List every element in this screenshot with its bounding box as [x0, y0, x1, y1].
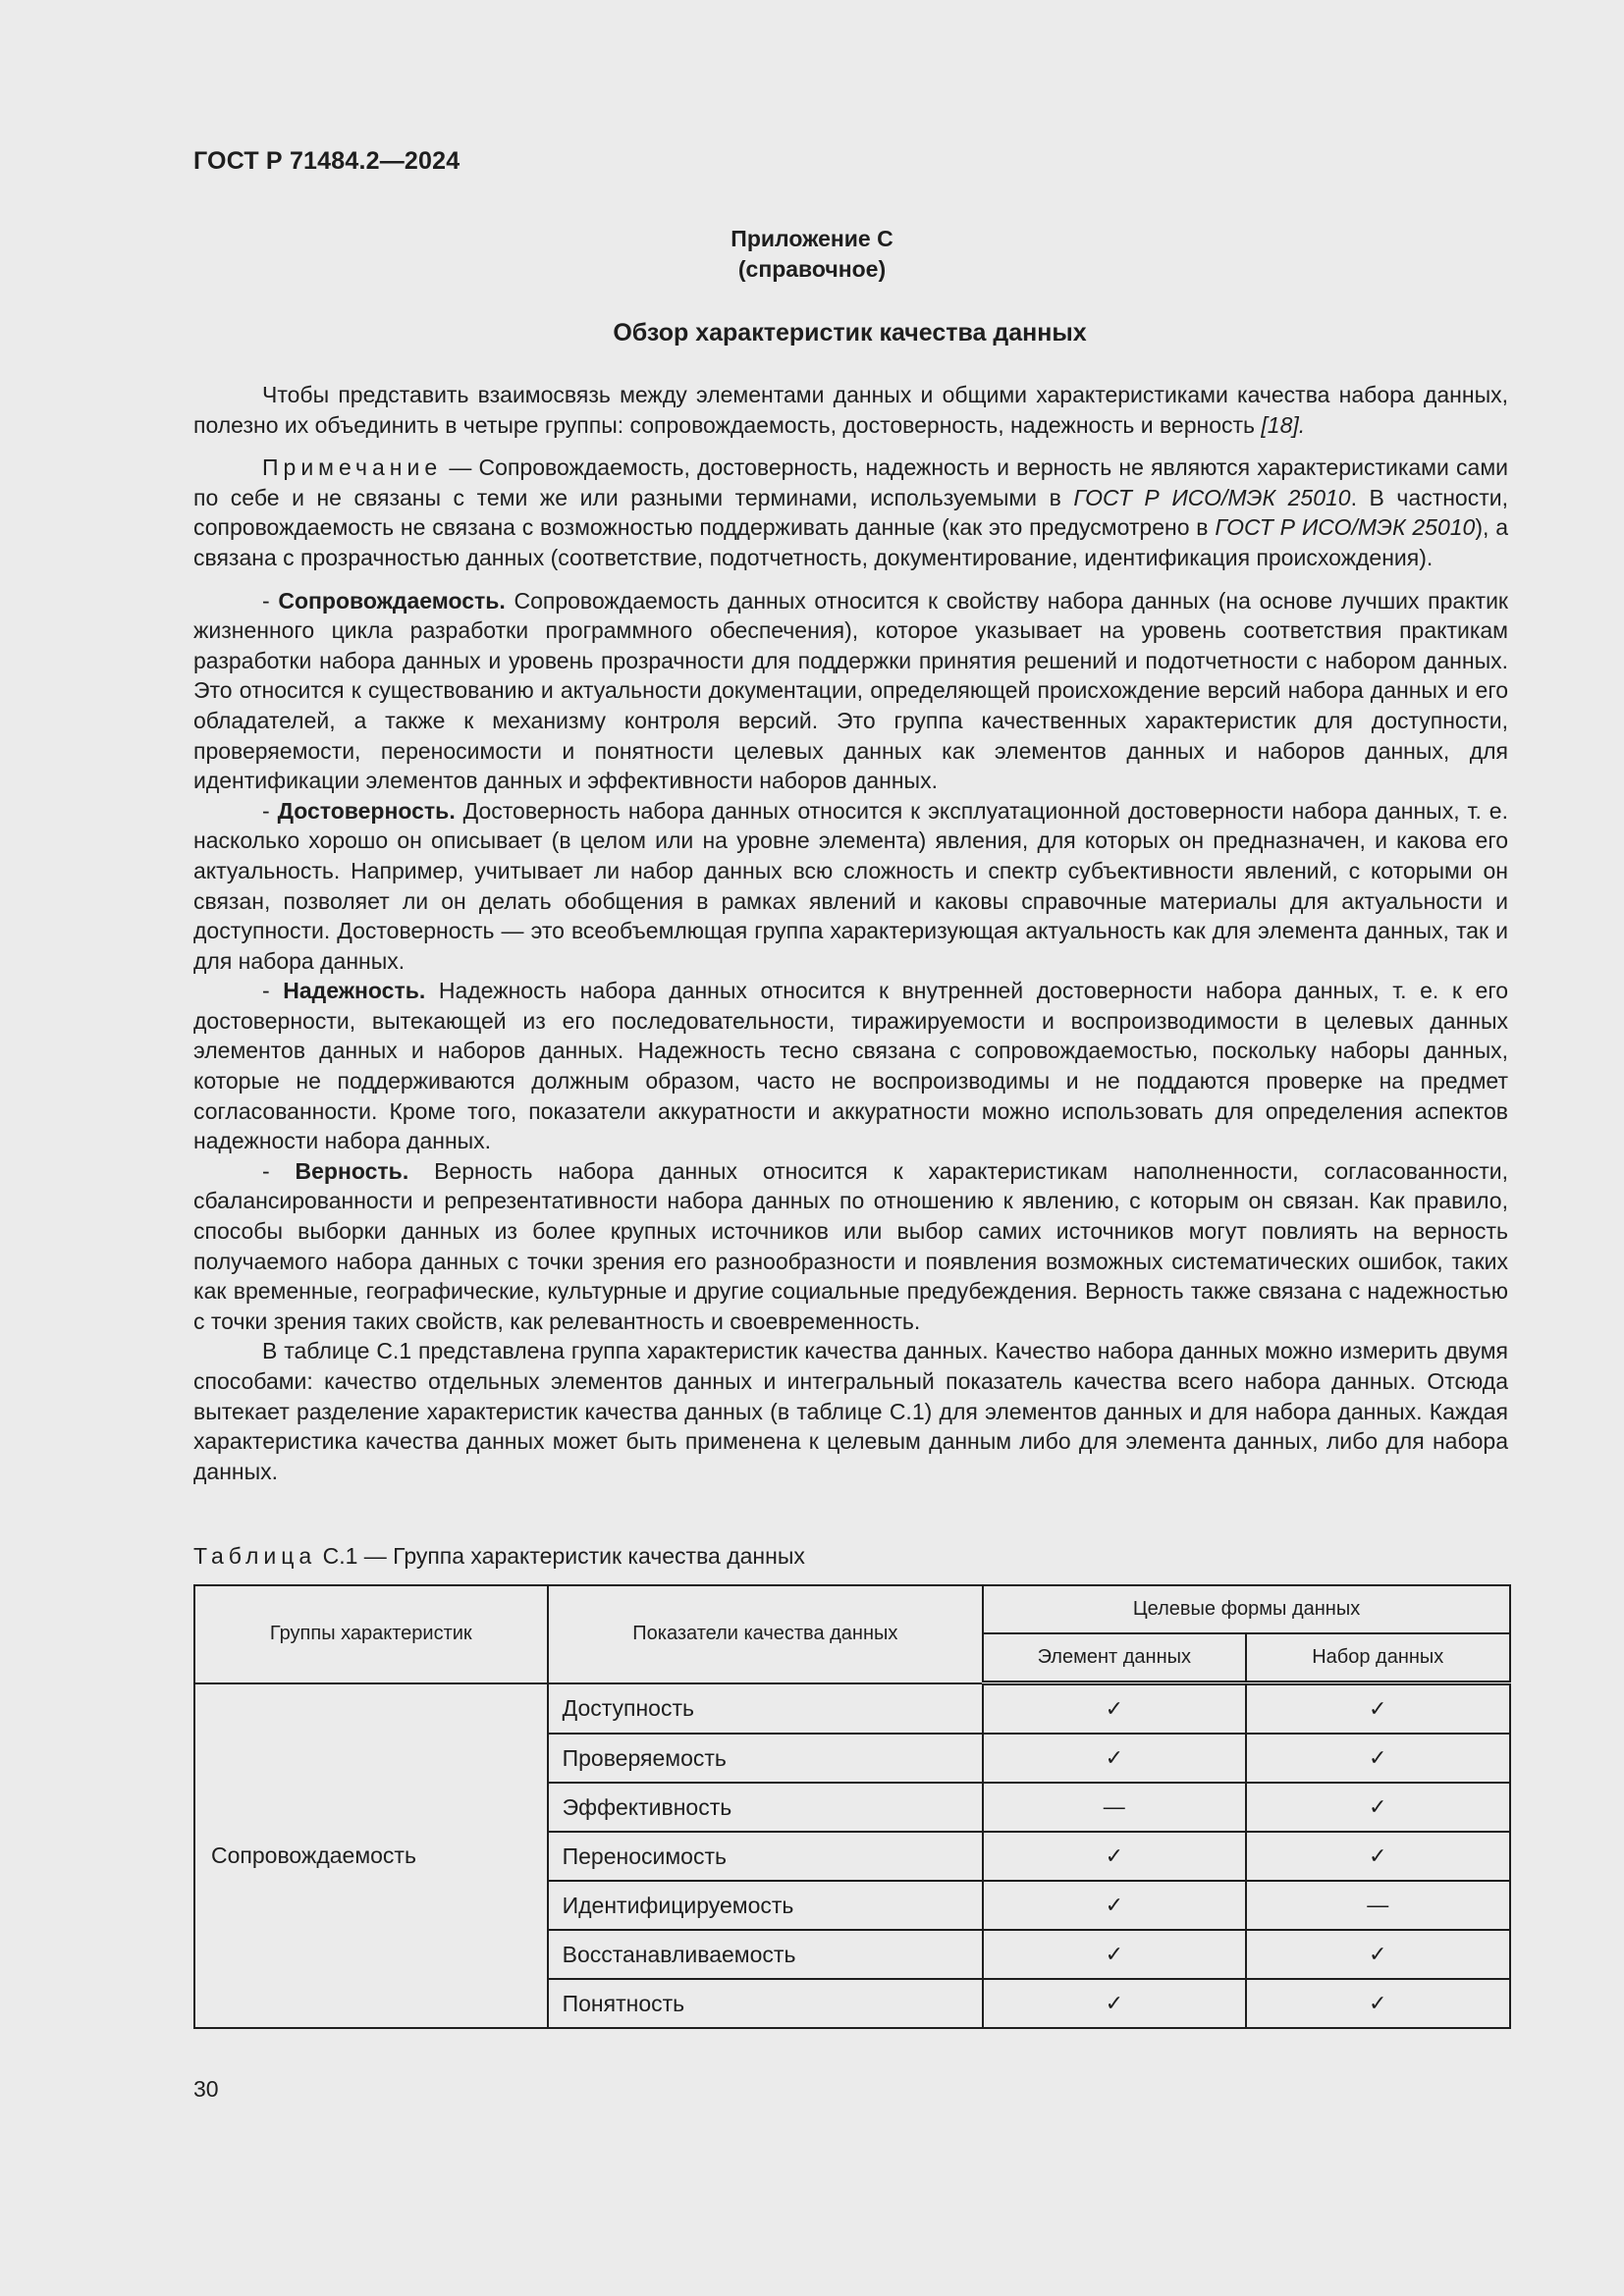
list-item-maintainability: - Сопровождаемость. Сопровождаемость данных относится к свойству набора данных (на основе лучших практик жизненного цикла разработки программного обеспечения), которое указывает на уровень соответствия практикам разработки набора данных и уровень прозрачности для поддержки принятия решений и подотчетности с набором данных. Это относится к существованию и актуальности документации, определяющей происхождение версий набора данных и его обладателей, а также к механизму контроля версий. Это группа качественных характеристик для доступности, проверяемости, переносимости и понятности целевых данных как элементов данных и наборов данных, для идентификации элементов данных и эффективности наборов данных. — [193, 587, 1508, 794]
element-mark: ✓ — [983, 1979, 1245, 2028]
appendix-heading — [0, 224, 1624, 285]
item-term: Надежность. — [283, 978, 426, 1004]
group-cell: Сопровождаемость — [194, 1683, 548, 2029]
note-reference-1: ГОСТ Р ИСО/МЭК 25010 — [1073, 484, 1351, 510]
indicator-cell: Проверяемость — [548, 1734, 983, 1783]
header-element: Элемент данных — [983, 1633, 1245, 1683]
indicator-cell: Понятность — [548, 1979, 983, 2028]
note-text-3: ), а связана с прозрачностью данных (соответствие, подотчетность, документирование, идентификация происхождения). — [193, 514, 1508, 570]
header-target-forms: Целевые формы данных — [983, 1585, 1510, 1633]
indicator-cell: Эффективность — [548, 1783, 983, 1832]
element-mark: — — [983, 1783, 1245, 1832]
dataset-mark: ✓ — [1246, 1832, 1510, 1881]
element-mark: ✓ — [983, 1832, 1245, 1881]
appendix-title: Приложение С — [731, 226, 893, 251]
note-reference-2: ГОСТ Р ИСО/МЭК 25010 — [1215, 514, 1476, 541]
section-title: Обзор характеристик качества данных — [613, 319, 1087, 347]
item-text: Надежность набора данных относится к внутренней достоверности набора данных, т. е. к его достоверности, вытекающей из его последовательности, тиражируемости и воспроизводимости в целевых данных элементов данных и наборов данных. Надежность тесно связана с сопровождаемостью, поскольку наборы данных, которые не поддерживаются должным образом, часто не воспроизводимы и не поддаются проверке на предмет согласованности. Кроме того, показатели аккуратности и аккуратности можно использовать для определения аспектов надежности набора данных. — [193, 978, 1508, 1154]
element-mark: ✓ — [983, 1683, 1245, 1735]
indicator-cell: Доступность — [548, 1683, 983, 1735]
indicator-cell: Идентифицируемость — [548, 1881, 983, 1930]
item-text: Верность набора данных относится к характеристикам наполненности, согласованности, сбалансированности и репрезентативности набора данных по отношению к явлению, с которым он связан. Как правило, способы выборки данных из более крупных источников или выбор самих источников могут повлиять на верность получаемого набора данных с точки зрения его разнообразности и появления возможных систематических ошибок, таких как временные, географические, культурные и другие социальные предубеждения. Верность также связана с надежностью с точки зрения таких свойств, как релевантность и своевременность. — [193, 1157, 1508, 1334]
list-item-fidelity: - Верность. Верность набора данных относится к характеристикам наполненности, согласованности, сбалансированности и репрезентативности набора данных по отношению к явлению, с которым он связан. Как правило, способы выборки данных из более крупных источников или выбор самих источников могут повлиять на верность получаемого набора данных с точки зрения его разнообразности и появления возможных систематических ошибок, таких как временные, географические, культурные и другие социальные предубеждения. Верность также связана с надежностью с точки зрения таких свойств, как релевантность и своевременность. — [193, 1157, 1508, 1334]
note-label: Примечание — [262, 454, 443, 481]
dataset-mark: ✓ — [1246, 1979, 1510, 2028]
header-indicators: Показатели качества данных — [548, 1585, 983, 1683]
item-text: Сопровождаемость данных относится к свойству набора данных (на основе лучших практик жизненного цикла разработки программного обеспечения), которое указывает на уровень соответствия практикам разработки набора данных и уровень прозрачности для поддержки принятия решений и подотчетности с набором данных. Это относится к существованию и актуальности документации, определяющей происхождение версий набора данных и его обладателей, а также к механизму контроля версий. Это группа качественных характеристик для доступности, проверяемости, переносимости и понятности целевых данных как элементов данных и наборов данных, для идентификации элементов данных и эффективности наборов данных. — [193, 587, 1508, 794]
element-mark: ✓ — [983, 1881, 1245, 1930]
item-term: Верность. — [295, 1157, 409, 1184]
list-item-validity: - Достоверность. Достоверность набора данных относится к эксплуатационной достоверности набора данных, т. е. насколько хорошо он описывает (в целом или на уровне элемента) явления, для которых он предназначен, и какова его актуальность. Например, учитывает ли набор данных всю сложность и спектр субъективности явлений, с которыми он связан, позволяет ли он делать обобщения в рамках явлений и каковы справочные материалы для актуальности и доступности. Достоверность — это всеобъемлющая группа характеризующая актуальность как для элемента данных, так и для набора данных. — [193, 797, 1508, 974]
item-term: Сопровождаемость. — [278, 587, 506, 614]
element-mark: ✓ — [983, 1930, 1245, 1979]
header-groups: Группы характеристик — [194, 1585, 548, 1683]
list-item-reliability: - Надежность. Надежность набора данных относится к внутренней достоверности набора данных, т. е. к его достоверности, вытекающей из его последовательности, тиражируемости и воспроизводимости в целевых данных элементов данных и наборов данных. Надежность тесно связана с сопровождаемостью, поскольку наборы данных, которые не поддерживаются должным образом, часто не воспроизводимы и не поддаются проверке на предмет согласованности. Кроме того, показатели аккуратности и аккуратности можно использовать для определения аспектов надежности набора данных. — [193, 978, 1508, 1154]
element-mark: ✓ — [983, 1734, 1245, 1783]
item-text: Достоверность набора данных относится к эксплуатационной достоверности набора данных, т. е. насколько хорошо он описывает (в целом или на уровне элемента) явления, для которых он предназначен, и какова его актуальность. Например, учитывает ли набор данных всю сложность и спектр субъективности явлений, с которыми он связан, позволяет ли он делать обобщения в рамках явлений и каковы справочные материалы для актуальности и доступности. Достоверность — это всеобъемлющая группа характеризующая актуальность как для элемента данных, так и для набора данных. — [193, 797, 1508, 974]
body-text — [193, 380, 1508, 1486]
note-text-2: . В частности, сопровождаемость не связана с возможностью поддерживать данные (как это предусмотрено в — [193, 484, 1508, 541]
dataset-mark: ✓ — [1246, 1783, 1510, 1832]
dataset-mark: ✓ — [1246, 1683, 1510, 1735]
indicator-cell: Переносимость — [548, 1832, 983, 1881]
dataset-mark: ✓ — [1246, 1930, 1510, 1979]
dataset-mark: ✓ — [1246, 1734, 1510, 1783]
note-paragraph — [193, 453, 1508, 572]
intro-text: Чтобы представить взаимосвязь между элементами данных и общими характеристиками качества набора данных, полезно их объединить в четыре группы: сопровождаемость, достоверность, надежность и верность — [193, 382, 1508, 438]
header-dataset: Набор данных — [1246, 1633, 1510, 1683]
table-caption-text: С.1 — Группа характеристик качества данных — [316, 1543, 805, 1569]
note-text-1: — Сопровождаемость, достоверность, надежность и верность не являются характеристиками сами по себе и не связаны с теми же или разными терминами, используемыми в — [193, 454, 1508, 510]
table-row — [194, 1683, 1510, 1735]
page-number: 30 — [193, 2076, 219, 2102]
appendix-kind: (справочное) — [737, 256, 887, 282]
intro-reference: [18]. — [1261, 411, 1306, 438]
table-caption-label: Таблица — [193, 1543, 317, 1569]
item-term: Достоверность. — [277, 797, 456, 824]
table-caption — [193, 1543, 805, 1570]
quality-characteristics-table — [193, 1584, 1511, 2029]
closing-paragraph: В таблице С.1 представлена группа характеристик качества данных. Качество набора данных можно измерить двумя способами: качество отдельных элементов данных и интегральный показатель качества всего набора данных. Отсюда вытекает разделение характеристик качества данных (в таблице С.1) для элементов данных и для набора данных. Каждая характеристика качества данных может быть применена к целевым данным либо для элемента данных, либо для набора данных. — [193, 1338, 1508, 1484]
dataset-mark: — — [1246, 1881, 1510, 1930]
standard-code: ГОСТ Р 71484.2—2024 — [193, 147, 460, 175]
indicator-cell: Восстанавливаемость — [548, 1930, 983, 1979]
intro-paragraph — [193, 380, 1508, 440]
